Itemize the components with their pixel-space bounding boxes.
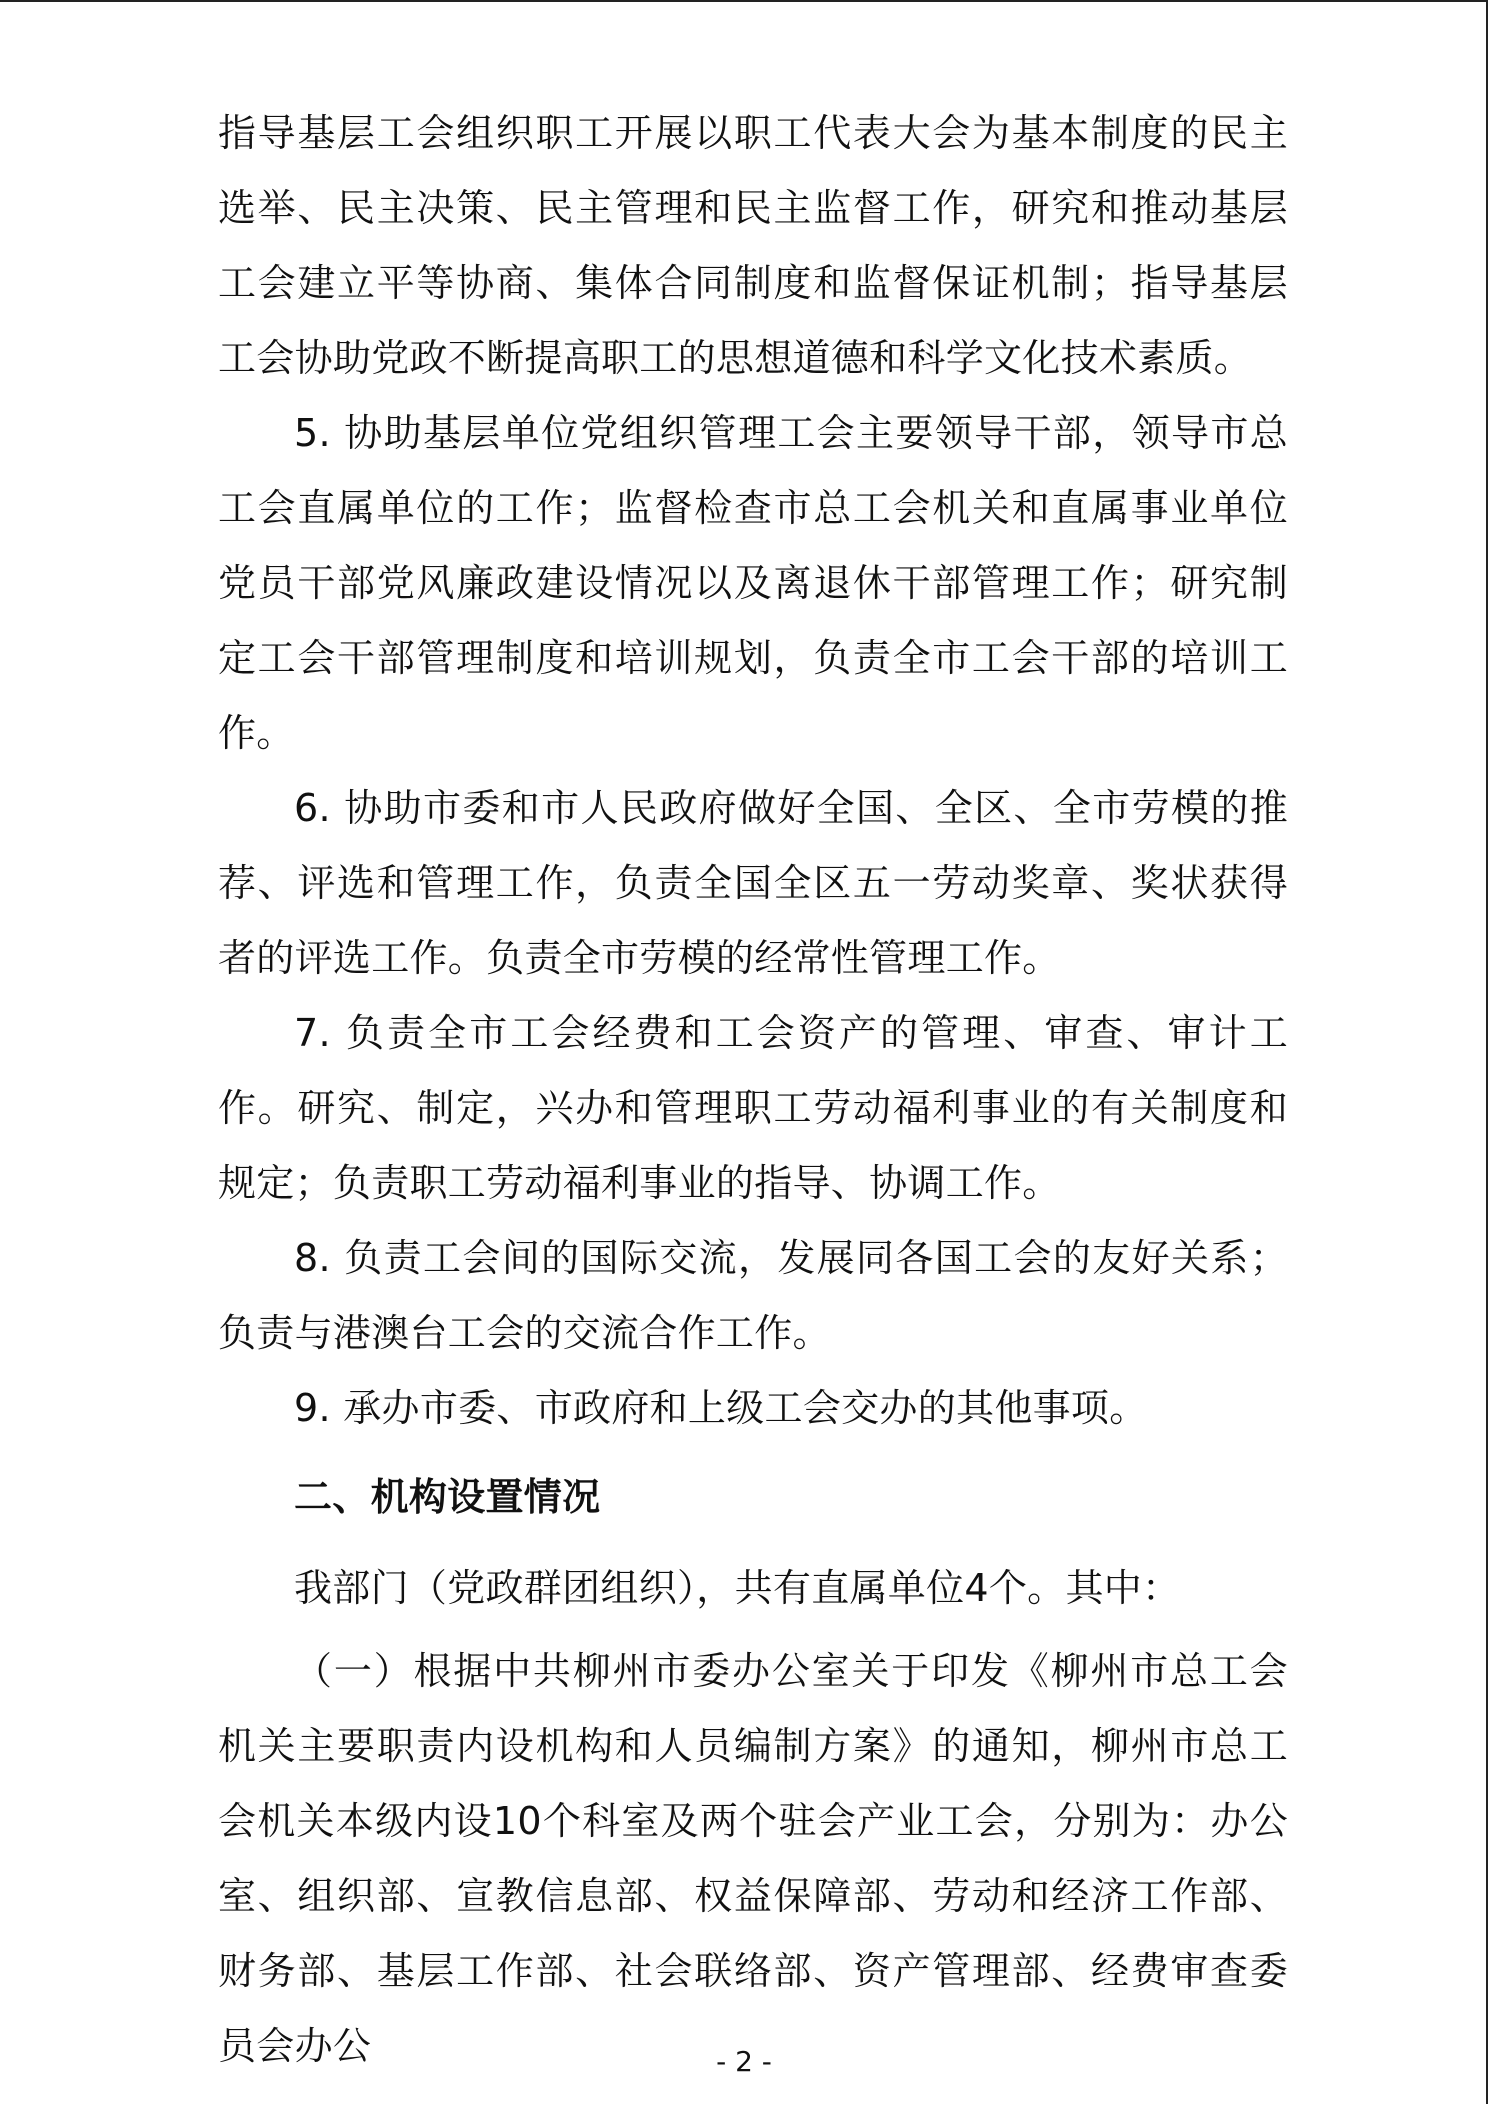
paragraph-units-summary: 我部门（党政群团组织），共有直属单位4个。其中： (294, 1566, 1181, 1610)
paragraph-continuation: 指导基层工会组织职工开展以职工代表大会为基本制度的民主选举、民主决策、民主管理和民主监督工作，研究和推动基层工会建立平等协商、集体合同制度和监督保证机制；指导基层工会协助党政不断提高职工的思想道德和科学文化技术素质。 (218, 111, 1288, 380)
section-heading: 二、机构设置情况 (294, 1475, 601, 1519)
paragraph-item-5: 5. 协助基层单位党组织管理工会主要领导干部，领导市总工会直属单位的工作；监督检查市总工会机关和直属事业单位党员干部党风廉政建设情况以及离退休干部管理工作；研究制定工会干部管理制度和培训规划，负责全市工会干部的培训工作。 (218, 411, 1288, 755)
page-number: - 2 - (716, 2045, 772, 2078)
document-body (218, 96, 1288, 2084)
paragraph-structure-1: （一）根据中共柳州市委办公室关于印发《柳州市总工会机关主要职责内设机构和人员编制方案》的通知，柳州市总工会机关本级内设10个科室及两个驻会产业工会，分别为：办公室、组织部、宣教信息部、权益保障部、劳动和经济工作部、财务部、基层工作部、社会联络部、资产管理部、经费审查委员会办公 (218, 1649, 1288, 2068)
paragraph-item-6: 6. 协助市委和市人民政府做好全国、全区、全市劳模的推荐、评选和管理工作，负责全国全区五一劳动奖章、奖状获得者的评选工作。负责全市劳模的经常性管理工作。 (218, 786, 1288, 980)
paragraph-item-8: 8. 负责工会间的国际交流，发展同各国工会的友好关系；负责与港澳台工会的交流合作工作。 (218, 1236, 1288, 1355)
paragraph-item-7: 7. 负责全市工会经费和工会资产的管理、审查、审计工作。研究、制定，兴办和管理职工劳动福利事业的有关制度和规定；负责职工劳动福利事业的指导、协调工作。 (218, 1011, 1288, 1205)
paragraph-item-9: 9. 承办市委、市政府和上级工会交办的其他事项。 (294, 1386, 1148, 1430)
top-border (0, 0, 1488, 2)
